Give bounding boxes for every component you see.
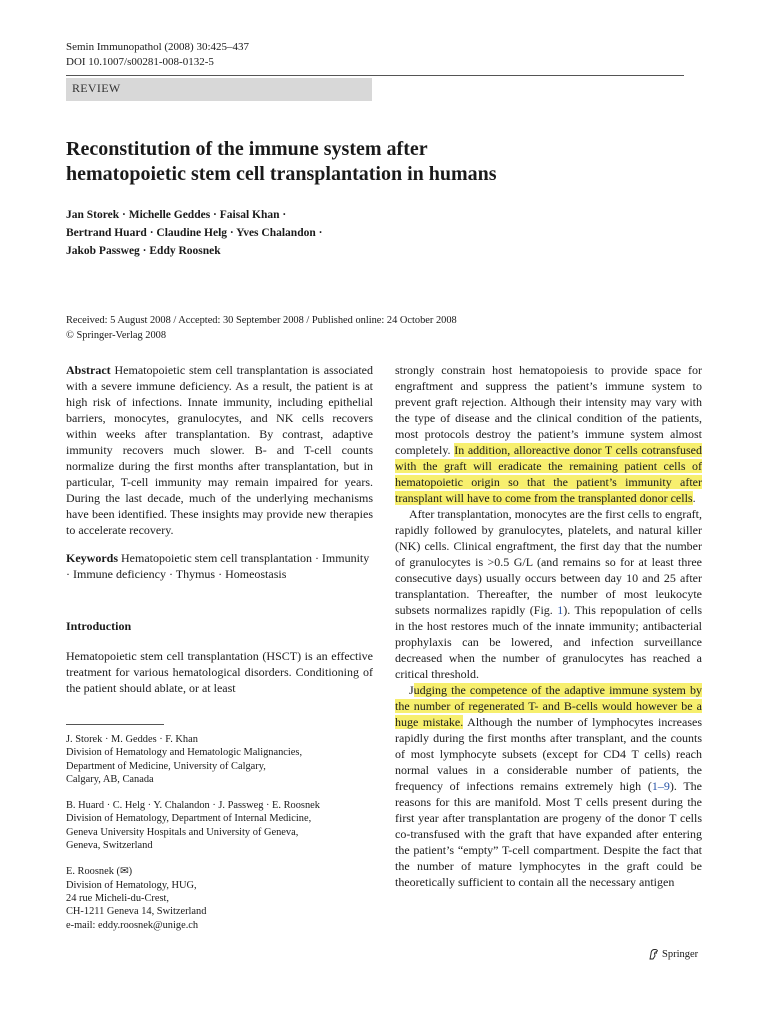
paragraph-1 — [395, 362, 702, 506]
copyright: © Springer-Verlag 2008 — [66, 330, 167, 341]
text-run: J — [409, 683, 414, 697]
abstract-text: Hematopoietic stem cell transplantation is associated with a severe immune deficiency. As a result, the patient is at high risk of infections. Innate immunity, including epithelial barriers, monocytes, granulocytes, and NK cells recovers within weeks after transplantation. By contrast, adaptive immunity recovers much slower. B- and T-cell counts normalize during the first months after transplantation, but in particular, T-cell immunity may remain impaired for years. During the last decade, much of the underlying mechanisms have been identified. These insights may provide new therapies to accelerate recovery. — [66, 363, 374, 537]
highlighted-text: udging the competence of the adaptive immune system by the number of regenerated T- and B-cells would however be a huge mistake. — [395, 683, 702, 729]
header-rule — [66, 75, 684, 76]
affiliation-names: J. Storek · M. Geddes · F. Khan — [66, 734, 198, 745]
affiliation-line: Calgary, AB, Canada — [66, 773, 154, 785]
right-column — [395, 362, 702, 890]
keywords-label: Keywords — [66, 551, 118, 565]
affiliation-line: CH-1211 Geneva 14, Switzerland — [66, 906, 207, 918]
text-run: ). The reasons for this are manifold. Most T cells present during the first year after transplantation are progeny of the donor T cells co-transfused with the graft that have expanded after entering the patient’s “empty” T-cell compartment. Despite the fact that the number of mature lymphocytes in the graft could be theoretically sufficient to contain all the necessary antigen — [395, 779, 702, 889]
text-run: Although the number of lymphocytes increases rapidly during the first months after transplant, and the counts of most lymphocyte subsets (except for CD4 T cells) reach normal values in a considerable number of patients, the frequency of infections remains extremely high ( — [395, 715, 702, 793]
figure-link[interactable]: 1 — [557, 603, 564, 617]
springer-horse-icon — [648, 948, 659, 960]
keywords — [66, 550, 373, 582]
article-title — [66, 137, 686, 187]
paragraph-3 — [395, 682, 702, 890]
journal-header — [66, 40, 249, 70]
abstract — [66, 362, 373, 538]
intro-heading: Introduction — [66, 619, 132, 633]
abstract-label: Abstract — [66, 363, 111, 377]
journal-citation: Semin Immunopathol (2008) 30:425–437 — [66, 41, 250, 53]
publisher-name: Springer — [662, 948, 699, 960]
affiliations — [66, 733, 373, 945]
title-line-2: hematopoietic stem cell transplantation in humans — [66, 163, 497, 185]
citation-link[interactable]: 1–9 — [651, 779, 670, 793]
affiliation-line: Department of Medicine, University of Calgary, — [66, 760, 266, 772]
affiliation-line: Division of Hematology, Department of Internal Medicine, — [66, 813, 312, 825]
affiliation-line: Division of Hematology, HUG, — [66, 879, 197, 891]
text-run: . — [692, 491, 696, 505]
affiliation-names: E. Roosnek (✉) — [66, 866, 133, 878]
affiliation-line: Geneva University Hospitals and University of Geneva, — [66, 826, 299, 838]
affiliation-line: Geneva, Switzerland — [66, 840, 153, 852]
publisher-logo — [648, 948, 698, 960]
affiliation-3 — [66, 865, 373, 931]
intro-paragraph: Hematopoietic stem cell transplantation (HSCT) is an effective treatment for various hematological disorders. Conditioning of the patient should ablate, or at least — [66, 649, 373, 695]
authors-line-2: Bertrand Huard · Claudine Helg · Yves Chalandon · — [66, 227, 323, 239]
authors-line-3: Jakob Passweg · Eddy Roosnek — [66, 245, 221, 257]
title-line-1: Reconstitution of the immune system after — [66, 138, 428, 160]
doi: DOI 10.1007/s00281-008-0132-5 — [66, 56, 214, 68]
affiliation-line: Division of Hematology and Hematologic Malignancies, — [66, 747, 303, 759]
email-address[interactable]: e-mail: eddy.roosnek@unige.ch — [66, 919, 199, 931]
keywords-text: Hematopoietic stem cell transplantation · Immunity · Immune deficiency · Thymus · Homeostasis — [66, 551, 370, 581]
affiliation-1 — [66, 733, 373, 786]
highlighted-text: In addition, alloreactive donor T cells cotransfused with the graft will eradicate the remaining patient cells of hematopoietic origin so that the patient’s immunity after transplant will have to come from the transplanted donor cells — [395, 443, 702, 505]
text-run: After transplantation, monocytes are the first cells to engraft, rapidly followed by granulocytes, platelets, and natural killer (NK) cells. Clinical engraftment, the first day that the number of granulocytes is >0.5 G/L (and remains so for at least three consecutive days) usually occurs between day 10 and 25 after transplantation. Thereafter, the number of most leukocyte subsets normalizes rapidly (Fig. — [395, 507, 702, 617]
paragraph-2 — [395, 506, 702, 682]
affiliation-line: 24 rue Micheli-du-Crest, — [66, 892, 170, 904]
left-column — [66, 362, 373, 696]
affiliation-names: B. Huard · C. Helg · Y. Chalandon · J. Passweg · E. Roosnek — [66, 800, 320, 812]
footnote-rule — [66, 724, 164, 725]
authors-line-1: Jan Storek · Michelle Geddes · Faisal Khan · — [66, 209, 287, 221]
publication-dates — [66, 313, 686, 343]
affiliation-2 — [66, 799, 373, 852]
text-run: ). This repopulation of cells in the host restores much of the innate immunity; antibacterial prophylaxis can be lowered, and infection surveillance decreased when the number of granulocytes has reached a critical threshold. — [395, 603, 702, 681]
section-label: REVIEW — [72, 81, 121, 95]
author-list — [66, 206, 686, 260]
history-dates: Received: 5 August 2008 / Accepted: 30 September 2008 / Published online: 24 October 2008 — [66, 315, 457, 326]
text-run: strongly constrain host hematopoiesis to provide space for engraftment and suppress the patient’s immune system to prevent graft rejection. Although their intensity may vary with the type of disease and the clinical condition of the patients, most protocols destroy the patient’s immune system almost completely. — [395, 363, 702, 457]
